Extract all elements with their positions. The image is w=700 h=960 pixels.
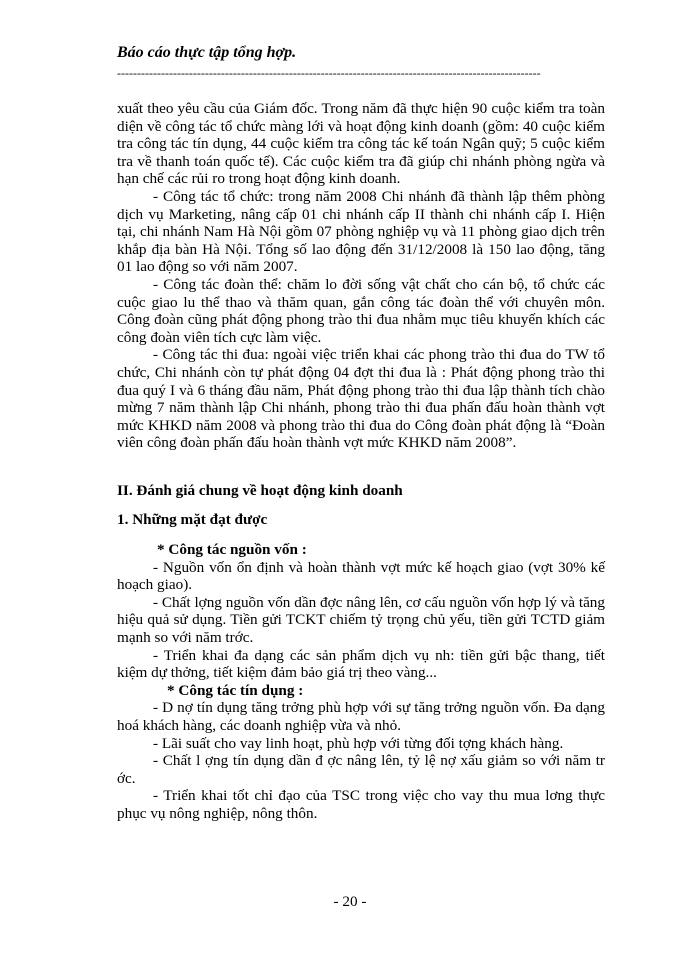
credit-item: - Triển khai tốt chỉ đạo của TSC trong việc cho vay thu mua lơng thực phục vụ nông nghiệp, nông thôn. xyxy=(117,787,605,822)
capital-item: - Nguồn vốn ổn định và hoàn thành vợt mức kế hoạch giao (vợt 30% kế hoạch giao). xyxy=(117,558,605,594)
credit-title: * Công tác tín dụng : xyxy=(167,681,304,699)
page-number: - 20 - xyxy=(333,893,367,910)
paragraph-inspection: xuất theo yêu cầu của Giám đốc. Trong năm đã thực hiện 90 cuộc kiểm tra toàn diện về công tác tổ chức màng lới và hoạt động kinh doanh (gồm: 40 cuộc kiểm tra công tác tín dụng, 44 cuộc kiểm tra công tác kế toán Ngân quỹ; 5 cuộc kiểm tra về thanh toán quốc tế). Các cuộc kiểm tra đã giúp chi nhánh phòng ngừa và hạn chế các rủi ro trong hoạt động kinh doanh. xyxy=(117,100,605,188)
paragraph-organization: - Công tác tổ chức: trong năm 2008 Chi nhánh đã thành lập thêm phòng dịch vụ Marketing, nâng cấp 01 chi nhánh cấp II thành chi nhánh cấp I. Hiện tại, chi nhánh Nam Hà Nội gồm 07 phòng nghiệp vụ và 11 phòng giao dịch trên khắp địa bàn Hà Nội. Tổng số lao động đến 31/12/2008 là 150 lao động, tăng 01 lao động so với năm 2007. xyxy=(117,187,605,276)
document-header-title: Báo cáo thực tập tổng hợp. xyxy=(117,44,297,61)
document-body xyxy=(117,100,605,823)
subsection-heading: 1. Những mặt đạt được xyxy=(117,511,268,529)
header-divider: ---------------------------------------------------------------------------------------------------------- xyxy=(117,66,541,80)
credit-item: - Chất l ợng tín dụng dần đ ợc nâng lên, tỷ lệ nợ xấu giảm so với năm tr ớc. xyxy=(117,752,605,787)
section-heading: II. Đánh giá chung về hoạt động kinh doanh xyxy=(117,481,403,499)
paragraph-emulation: - Công tác thi đua: ngoài việc triển khai các phong trào thi đua do TW tổ chức, Chi nhánh còn tự phát động 04 đợt thi đua là : Phát động phong trào thi đua quý I và 6 tháng đầu năm, Phát động phong trào thi đua lập thành tích chào mừng 7 năm thành lập Chi nhánh, phong trào thi đua phấn đấu hoàn thành vợt mức KHKD năm 2008 và phong trào thi đua do Công đoàn phát động là “Đoàn viên công đoàn phấn đấu hoàn thành vợt mức KHKD năm 2008”. xyxy=(117,346,605,452)
credit-item: - Lãi suất cho vay linh hoạt, phù hợp với từng đối tợng khách hàng. xyxy=(153,734,564,752)
paragraph-union: - Công tác đoàn thể: chăm lo đời sống vật chất cho cán bộ, tổ chức các cuộc giao lu thể thao và thăm quan, gắn công tác đoàn thể với chuyên môn. Công đoàn cũng phát động phong trào thi đua nhằm mục tiêu khuyến khích các công đoàn viên tích cực làm việc. xyxy=(117,275,605,346)
credit-item: - D nợ tín dụng tăng trởng phù hợp với sự tăng trởng nguồn vốn. Đa dạng hoá khách hàng, các doanh nghiệp vừa và nhỏ. xyxy=(117,699,605,734)
capital-title: * Công tác nguồn vốn : xyxy=(157,541,307,559)
capital-item: - Triển khai đa dạng các sản phẩm dịch vụ nh: tiền gửi bậc thang, tiết kiệm dự thởng, tiết kiệm đảm bảo giá trị theo vàng... xyxy=(117,646,605,682)
capital-item: - Chất lợng nguồn vốn dần đợc nâng lên, cơ cấu nguồn vốn hợp lý và tăng hiệu quả sử dụng. Tiền gửi TCKT chiếm tỷ trọng chủ yếu, tiền gửi TCTD giảm mạnh so với năm trớc. xyxy=(117,593,605,647)
